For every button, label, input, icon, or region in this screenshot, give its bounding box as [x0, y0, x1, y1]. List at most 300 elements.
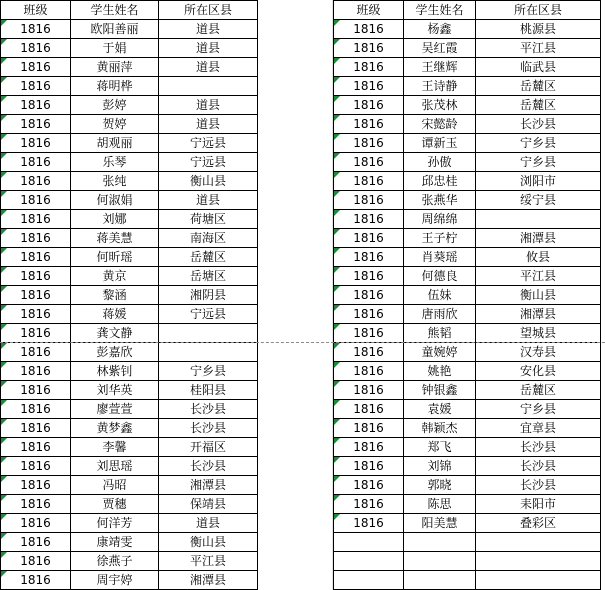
- cell-text: 道县: [195, 22, 220, 36]
- cell-area[interactable]: [159, 438, 258, 457]
- number-as-text-marker-icon: [1, 381, 7, 387]
- cell-text: 1816: [20, 364, 51, 378]
- cell-area[interactable]: [476, 438, 601, 457]
- cell-area[interactable]: [476, 343, 601, 362]
- cell-class[interactable]: [1, 362, 71, 381]
- cell-name[interactable]: [404, 96, 476, 115]
- cell-name[interactable]: [71, 476, 159, 495]
- number-as-text-marker-icon: [334, 419, 340, 425]
- cell-name[interactable]: [71, 419, 159, 438]
- cell-text: 胡观丽: [96, 136, 133, 150]
- cell-area[interactable]: [476, 20, 601, 39]
- cell-name[interactable]: [404, 476, 476, 495]
- cell-area[interactable]: [476, 58, 601, 77]
- header-row: [1, 1, 258, 20]
- cell-class[interactable]: [334, 134, 404, 153]
- number-as-text-marker-icon: [334, 305, 340, 311]
- cell-class[interactable]: [1, 457, 71, 476]
- number-as-text-marker-icon: [334, 286, 340, 292]
- cell-class[interactable]: [334, 343, 404, 362]
- cell-area[interactable]: [476, 514, 601, 533]
- table-row: [334, 457, 601, 476]
- cell-area[interactable]: [159, 96, 258, 115]
- cell-area[interactable]: [159, 343, 258, 362]
- cell-text: 1816: [20, 459, 51, 473]
- page-break-line: [0, 342, 605, 343]
- header-area[interactable]: 所在区县: [476, 1, 601, 20]
- cell-text: 1816: [20, 136, 51, 150]
- cell-name[interactable]: [71, 457, 159, 476]
- cell-class[interactable]: [1, 571, 71, 590]
- cell-text: 开福区: [189, 440, 226, 454]
- number-as-text-marker-icon: [334, 248, 340, 254]
- cell-area[interactable]: [159, 248, 258, 267]
- number-as-text-marker-icon: [1, 134, 7, 140]
- cell-text: 1816: [20, 440, 51, 454]
- cell-text: 湘潭县: [519, 307, 556, 321]
- table-row: [334, 153, 601, 172]
- cell-text: 岳麓区: [519, 98, 556, 112]
- cell-area[interactable]: [476, 77, 601, 96]
- number-as-text-marker-icon: [334, 153, 340, 159]
- cell-name[interactable]: [71, 514, 159, 533]
- cell-class[interactable]: [1, 229, 71, 248]
- cell-name[interactable]: [404, 153, 476, 172]
- cell-area[interactable]: [159, 134, 258, 153]
- cell-class[interactable]: [334, 552, 404, 571]
- table-row: [1, 305, 258, 324]
- cell-name[interactable]: [404, 381, 476, 400]
- cell-name[interactable]: [404, 552, 476, 571]
- cell-class[interactable]: [334, 495, 404, 514]
- cell-text: 1816: [20, 383, 51, 397]
- cell-text: 贺婷: [102, 117, 127, 131]
- cell-text: 王继辉: [421, 60, 458, 74]
- cell-class[interactable]: [1, 552, 71, 571]
- cell-text: 贾穗: [102, 497, 127, 511]
- cell-name[interactable]: [404, 495, 476, 514]
- cell-class[interactable]: [334, 210, 404, 229]
- cell-text: 1816: [353, 250, 384, 264]
- cell-text: 1816: [20, 535, 51, 549]
- cell-area[interactable]: [159, 39, 258, 58]
- cell-name[interactable]: [404, 267, 476, 286]
- cell-area[interactable]: [159, 229, 258, 248]
- cell-name[interactable]: [71, 438, 159, 457]
- table-row: [334, 172, 601, 191]
- cell-class[interactable]: [1, 400, 71, 419]
- table-row: [334, 191, 601, 210]
- cell-area[interactable]: [159, 552, 258, 571]
- cell-class[interactable]: [334, 305, 404, 324]
- cell-area[interactable]: [476, 476, 601, 495]
- cell-name[interactable]: [71, 400, 159, 419]
- cell-text: 南海区: [189, 231, 226, 245]
- cell-class[interactable]: [1, 476, 71, 495]
- cell-name[interactable]: [71, 267, 159, 286]
- cell-class[interactable]: [1, 172, 71, 191]
- header-name[interactable]: 学生姓名: [404, 1, 476, 20]
- cell-class[interactable]: [1, 514, 71, 533]
- cell-name[interactable]: [404, 210, 476, 229]
- cell-area[interactable]: [159, 191, 258, 210]
- cell-class[interactable]: [334, 267, 404, 286]
- cell-area[interactable]: [476, 191, 601, 210]
- cell-name[interactable]: [404, 286, 476, 305]
- cell-name[interactable]: [71, 210, 159, 229]
- cell-area[interactable]: [159, 77, 258, 96]
- cell-area[interactable]: [159, 210, 258, 229]
- cell-text: 1816: [20, 269, 51, 283]
- cell-text: 1816: [20, 516, 51, 530]
- cell-class[interactable]: [1, 533, 71, 552]
- cell-class[interactable]: [334, 476, 404, 495]
- cell-class[interactable]: [1, 134, 71, 153]
- cell-name[interactable]: [404, 362, 476, 381]
- number-as-text-marker-icon: [334, 381, 340, 387]
- cell-class[interactable]: [1, 438, 71, 457]
- header-name[interactable]: 学生姓名: [71, 1, 159, 20]
- cell-name[interactable]: [71, 20, 159, 39]
- number-as-text-marker-icon: [1, 153, 7, 159]
- cell-text: 湘潭县: [519, 231, 556, 245]
- cell-name[interactable]: [71, 134, 159, 153]
- cell-name[interactable]: [404, 172, 476, 191]
- number-as-text-marker-icon: [1, 476, 7, 482]
- cell-class[interactable]: [334, 533, 404, 552]
- cell-name[interactable]: [404, 191, 476, 210]
- cell-text: 乐琴: [102, 155, 127, 169]
- cell-class[interactable]: [1, 58, 71, 77]
- cell-class[interactable]: [1, 20, 71, 39]
- cell-text: 1816: [20, 288, 51, 302]
- cell-area[interactable]: [159, 267, 258, 286]
- cell-class[interactable]: [1, 305, 71, 324]
- number-as-text-marker-icon: [334, 476, 340, 482]
- cell-class[interactable]: [334, 286, 404, 305]
- header-area[interactable]: 所在区县: [159, 1, 258, 20]
- number-as-text-marker-icon: [334, 39, 340, 45]
- cell-area[interactable]: [159, 362, 258, 381]
- cell-class[interactable]: [1, 419, 71, 438]
- cell-area[interactable]: [159, 400, 258, 419]
- cell-name[interactable]: [404, 39, 476, 58]
- cell-class[interactable]: [1, 153, 71, 172]
- cell-name[interactable]: [404, 248, 476, 267]
- cell-name[interactable]: [404, 134, 476, 153]
- cell-text: 1816: [20, 22, 51, 36]
- cell-area[interactable]: [159, 305, 258, 324]
- table-row: [1, 438, 258, 457]
- cell-area[interactable]: [159, 571, 258, 590]
- table-row: [334, 324, 601, 343]
- cell-text: 1816: [20, 307, 51, 321]
- number-as-text-marker-icon: [334, 191, 340, 197]
- cell-area[interactable]: [476, 362, 601, 381]
- table-row: [334, 267, 601, 286]
- cell-name[interactable]: [404, 229, 476, 248]
- cell-area[interactable]: [476, 400, 601, 419]
- cell-area[interactable]: [476, 286, 601, 305]
- cell-area[interactable]: [159, 58, 258, 77]
- cell-name[interactable]: [71, 305, 159, 324]
- cell-text: 1816: [353, 402, 384, 416]
- cell-area[interactable]: [476, 39, 601, 58]
- cell-text: 岳塘区: [189, 269, 226, 283]
- cell-text: 长沙县: [519, 478, 556, 492]
- cell-class[interactable]: [1, 39, 71, 58]
- number-as-text-marker-icon: [1, 400, 7, 406]
- cell-class[interactable]: [334, 514, 404, 533]
- cell-area[interactable]: [159, 514, 258, 533]
- cell-name[interactable]: [71, 115, 159, 134]
- cell-class[interactable]: [334, 419, 404, 438]
- cell-name[interactable]: [404, 457, 476, 476]
- cell-text: 康靖雯: [96, 535, 133, 549]
- cell-area[interactable]: [476, 419, 601, 438]
- cell-class[interactable]: [334, 96, 404, 115]
- cell-area[interactable]: [476, 134, 601, 153]
- table-row: [334, 362, 601, 381]
- cell-name[interactable]: [71, 58, 159, 77]
- cell-name[interactable]: [404, 571, 476, 590]
- cell-text: 1816: [353, 421, 384, 435]
- cell-name[interactable]: [404, 514, 476, 533]
- cell-area[interactable]: [476, 495, 601, 514]
- cell-text: 刘娜: [102, 212, 127, 226]
- cell-name[interactable]: [71, 343, 159, 362]
- cell-name[interactable]: [71, 229, 159, 248]
- cell-name[interactable]: [404, 77, 476, 96]
- cell-area[interactable]: [476, 267, 601, 286]
- cell-name[interactable]: [404, 305, 476, 324]
- number-as-text-marker-icon: [334, 438, 340, 444]
- number-as-text-marker-icon: [1, 191, 7, 197]
- cell-class[interactable]: [1, 77, 71, 96]
- header-class[interactable]: 班级: [1, 1, 71, 20]
- cell-name[interactable]: [404, 533, 476, 552]
- number-as-text-marker-icon: [1, 362, 7, 368]
- cell-text: 桂阳县: [189, 383, 226, 397]
- cell-name[interactable]: [71, 381, 159, 400]
- cell-name[interactable]: [404, 419, 476, 438]
- cell-class[interactable]: [334, 571, 404, 590]
- cell-area[interactable]: [476, 305, 601, 324]
- cell-name[interactable]: [404, 343, 476, 362]
- cell-class[interactable]: [334, 153, 404, 172]
- cell-text: 童婉婷: [421, 345, 458, 359]
- blank-spacer-column: [262, 0, 333, 590]
- cell-text: 1816: [20, 98, 51, 112]
- cell-area[interactable]: [159, 172, 258, 191]
- cell-name[interactable]: [71, 571, 159, 590]
- table-row: [1, 571, 258, 590]
- cell-area[interactable]: [476, 153, 601, 172]
- cell-name[interactable]: [71, 77, 159, 96]
- cell-class[interactable]: [334, 191, 404, 210]
- cell-area[interactable]: [476, 324, 601, 343]
- cell-name[interactable]: [404, 58, 476, 77]
- cell-name[interactable]: [71, 533, 159, 552]
- cell-area[interactable]: [159, 153, 258, 172]
- cell-class[interactable]: [334, 20, 404, 39]
- cell-class[interactable]: [1, 495, 71, 514]
- cell-text: 张燕华: [421, 193, 458, 207]
- table-row: [1, 476, 258, 495]
- table-row: [334, 286, 601, 305]
- cell-text: 宁乡县: [519, 402, 556, 416]
- cell-text: 岳麓区: [519, 79, 556, 93]
- cell-class[interactable]: [334, 58, 404, 77]
- cell-text: 湘潭县: [189, 478, 226, 492]
- cell-name[interactable]: [404, 438, 476, 457]
- table-row: [334, 20, 601, 39]
- number-as-text-marker-icon: [334, 495, 340, 501]
- cell-class[interactable]: [1, 267, 71, 286]
- cell-name[interactable]: [71, 172, 159, 191]
- cell-area[interactable]: [476, 115, 601, 134]
- cell-class[interactable]: [334, 400, 404, 419]
- cell-name[interactable]: [404, 115, 476, 134]
- cell-text: 1816: [353, 41, 384, 55]
- cell-text: 肖葵瑶: [421, 250, 458, 264]
- cell-class[interactable]: [334, 39, 404, 58]
- cell-text: 彭婷: [102, 98, 127, 112]
- cell-class[interactable]: [334, 77, 404, 96]
- cell-text: 徐燕子: [96, 554, 133, 568]
- cell-class[interactable]: [1, 343, 71, 362]
- cell-text: 1816: [20, 402, 51, 416]
- table-row: [1, 495, 258, 514]
- table-row: [334, 533, 601, 552]
- cell-area[interactable]: [476, 533, 601, 552]
- cell-text: 1816: [20, 421, 51, 435]
- cell-area[interactable]: [159, 381, 258, 400]
- cell-name[interactable]: [71, 191, 159, 210]
- cell-class[interactable]: [334, 438, 404, 457]
- cell-class[interactable]: [1, 286, 71, 305]
- cell-text: 桃源县: [519, 22, 556, 36]
- cell-area[interactable]: [476, 381, 601, 400]
- number-as-text-marker-icon: [1, 115, 7, 121]
- cell-name[interactable]: [404, 400, 476, 419]
- cell-class[interactable]: [334, 457, 404, 476]
- cell-class[interactable]: [1, 210, 71, 229]
- cell-text: 道县: [195, 60, 220, 74]
- cell-name[interactable]: [71, 324, 159, 343]
- cell-name[interactable]: [71, 248, 159, 267]
- cell-class[interactable]: [334, 248, 404, 267]
- cell-area[interactable]: [159, 495, 258, 514]
- cell-area[interactable]: [476, 96, 601, 115]
- cell-area[interactable]: [476, 552, 601, 571]
- cell-text: 衡山县: [189, 535, 226, 549]
- cell-area[interactable]: [159, 419, 258, 438]
- cell-class[interactable]: [334, 172, 404, 191]
- number-as-text-marker-icon: [1, 210, 7, 216]
- cell-area[interactable]: [476, 571, 601, 590]
- table-row: [334, 305, 601, 324]
- cell-area[interactable]: [476, 229, 601, 248]
- cell-name[interactable]: [71, 286, 159, 305]
- cell-class[interactable]: [334, 229, 404, 248]
- cell-area[interactable]: [159, 476, 258, 495]
- cell-class[interactable]: [334, 381, 404, 400]
- number-as-text-marker-icon: [334, 115, 340, 121]
- cell-text: 唐雨欣: [421, 307, 458, 321]
- cell-area[interactable]: [159, 533, 258, 552]
- cell-text: 宁远县: [189, 155, 226, 169]
- cell-text: 阳美慧: [421, 516, 458, 530]
- cell-text: 道县: [195, 117, 220, 131]
- cell-class[interactable]: [1, 248, 71, 267]
- cell-class[interactable]: [334, 362, 404, 381]
- cell-class[interactable]: [1, 324, 71, 343]
- cell-class[interactable]: [1, 115, 71, 134]
- cell-name[interactable]: [71, 153, 159, 172]
- number-as-text-marker-icon: [1, 58, 7, 64]
- cell-text: 长沙县: [519, 459, 556, 473]
- cell-text: 刘华英: [96, 383, 133, 397]
- cell-name[interactable]: [71, 362, 159, 381]
- number-as-text-marker-icon: [1, 39, 7, 45]
- cell-name[interactable]: [71, 96, 159, 115]
- cell-text: 1816: [353, 383, 384, 397]
- cell-area[interactable]: [159, 20, 258, 39]
- number-as-text-marker-icon: [334, 77, 340, 83]
- cell-area[interactable]: [159, 115, 258, 134]
- cell-text: 杨鑫: [427, 22, 452, 36]
- cell-area[interactable]: [476, 210, 601, 229]
- cell-name[interactable]: [71, 495, 159, 514]
- cell-text: 1816: [353, 269, 384, 283]
- cell-text: 1816: [353, 79, 384, 93]
- cell-class[interactable]: [334, 115, 404, 134]
- cell-name[interactable]: [71, 552, 159, 571]
- cell-class[interactable]: [334, 324, 404, 343]
- cell-area[interactable]: [476, 457, 601, 476]
- cell-text: 1816: [353, 497, 384, 511]
- header-class[interactable]: 班级: [334, 1, 404, 20]
- cell-area[interactable]: [159, 457, 258, 476]
- cell-area[interactable]: [159, 324, 258, 343]
- cell-name[interactable]: [404, 20, 476, 39]
- cell-area[interactable]: [476, 172, 601, 191]
- cell-text: 1816: [20, 174, 51, 188]
- table-row: [334, 39, 601, 58]
- cell-text: 荷塘区: [189, 212, 226, 226]
- cell-class[interactable]: [1, 191, 71, 210]
- cell-class[interactable]: [1, 96, 71, 115]
- cell-text: 1816: [353, 478, 384, 492]
- number-as-text-marker-icon: [334, 362, 340, 368]
- cell-text: 1816: [20, 41, 51, 55]
- number-as-text-marker-icon: [334, 514, 340, 520]
- cell-text: 长沙县: [189, 421, 226, 435]
- cell-text: 长沙县: [189, 459, 226, 473]
- cell-text: 安化县: [519, 364, 556, 378]
- cell-area[interactable]: [476, 248, 601, 267]
- cell-text: 张纯: [102, 174, 127, 188]
- cell-class[interactable]: [1, 381, 71, 400]
- cell-name[interactable]: [71, 39, 159, 58]
- number-as-text-marker-icon: [1, 533, 7, 539]
- cell-name[interactable]: [404, 324, 476, 343]
- cell-text: 吴红霞: [421, 41, 458, 55]
- cell-text: 1816: [353, 231, 384, 245]
- cell-area[interactable]: [159, 286, 258, 305]
- number-as-text-marker-icon: [334, 267, 340, 273]
